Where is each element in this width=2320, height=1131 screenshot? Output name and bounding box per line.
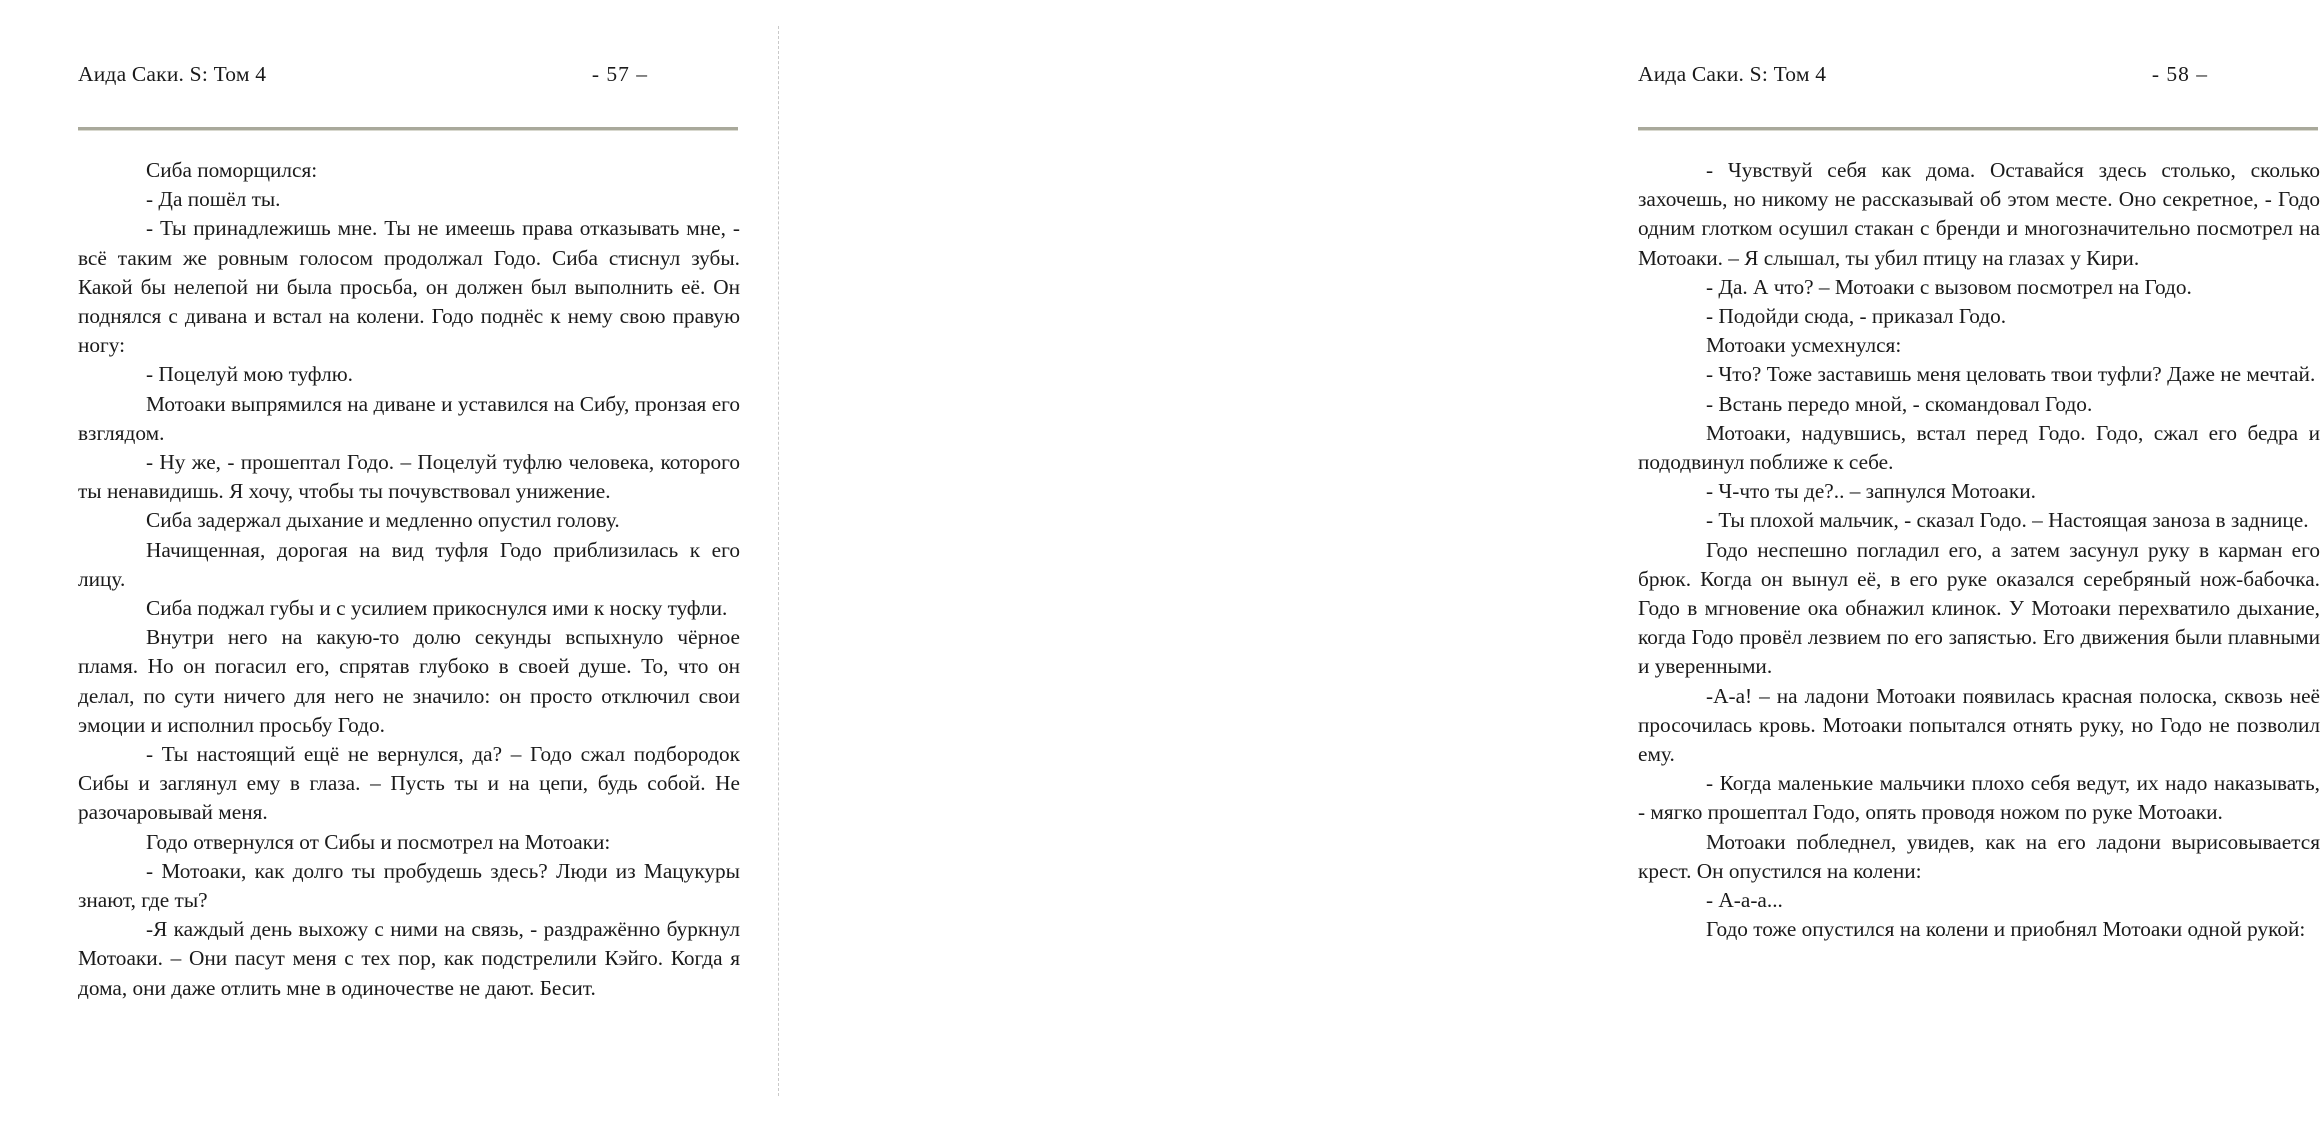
- body-text-right: [1638, 156, 2320, 944]
- page-right: [800, 0, 2320, 1131]
- header-rule: [78, 127, 738, 131]
- paragraph: - Мотоаки, как долго ты пробудешь здесь? Люди из Мацукуры знают, где ты?: [78, 858, 740, 913]
- paragraph: - Ты плохой мальчик, - сказал Годо. – Настоящая заноза в заднице.: [1706, 508, 2309, 533]
- paragraph: Начищенная, дорогая на вид туфля Годо приблизилась к его лицу.: [78, 537, 740, 591]
- paragraph: Годо неспешно погладил его, а затем засунул руку в карман его брюк. Когда он вынул её, в его руке оказался серебряный нож-бабочка. Годо в мгновение ока обнажил клинок. У Мотоаки перехватило дыхание, когда Годо провёл лезвием по его запястью. Его движения были плавными и уверенными.: [1638, 537, 2320, 679]
- paragraph: - Ты принадлежишь мне. Ты не имеешь права отказывать мне, - всё таким же ровным голосом продолжал Годо. Сиба стиснул зубы. Какой бы нелепой ни была просьба, он должен был выполнить её. Он поднялся с дивана и встал на колени. Годо поднёс к нему свою правую ногу:: [78, 216, 740, 358]
- paragraph: Сиба поджал губы и с усилием прикоснулся ими к носку туфли.: [146, 596, 728, 621]
- paragraph: - Чувствуй себя как дома. Оставайся здесь столько, сколько захочешь, но никому не рассказывай об этом месте. Оно секретное, - Годо одним глотком осушил стакан с бренди и многозначительно посмотрел на Мотоаки. – Я слышал, ты убил птицу на глазах у Кири.: [1638, 158, 2320, 270]
- paragraph: - Когда маленькие мальчики плохо себя ведут, их надо наказывать, - мягко прошептал Годо, опять проводя ножом по руке Мотоаки.: [1638, 771, 2320, 825]
- header-title: Аида Саки. S: Том 4: [78, 62, 267, 86]
- paragraph: Годо отвернулся от Сибы и посмотрел на Мотоаки:: [146, 829, 611, 854]
- paragraph: -А-а! – на ладони Мотоаки появилась красная полоска, сквозь неё просочилась кровь. Мотоаки попытался отнять руку, но Годо не позволил ему.: [1638, 683, 2320, 767]
- running-header-right: [1638, 62, 2208, 87]
- paragraph: - Ну же, - прошептал Годо. – Поцелуй туфлю человека, которого ты ненавидишь. Я хочу, чтобы ты почувствовал унижение.: [78, 450, 740, 504]
- paragraph: - А-а-а...: [1706, 888, 1783, 913]
- page-gutter-divider: [778, 26, 779, 1096]
- paragraph: Мотоаки выпрямился на диване и уставился на Сибу, пронзая его взглядом.: [78, 391, 740, 445]
- header-rule: [1638, 127, 2318, 131]
- page-left: [0, 0, 800, 1131]
- paragraph: - Подойди сюда, - приказал Годо.: [1706, 304, 2007, 329]
- paragraph: - Да. А что? – Мотоаки с вызовом посмотрел на Годо.: [1706, 274, 2192, 299]
- paragraph: Сиба задержал дыхание и медленно опустил голову.: [146, 508, 620, 533]
- page-number: - 57 –: [591, 62, 648, 86]
- paragraph: - Что? Тоже заставишь меня целовать твои туфли? Даже не мечтай.: [1706, 362, 2316, 387]
- header-title: Аида Саки. S: Том 4: [1638, 62, 1827, 86]
- paragraph: Мотоаки усмехнулся:: [1706, 333, 1902, 358]
- paragraph: - Ч-что ты де?.. – запнулся Мотоаки.: [1706, 479, 2036, 504]
- page-number: - 58 –: [2151, 62, 2208, 86]
- paragraph: - Да пошёл ты.: [146, 187, 281, 212]
- paragraph: Мотоаки побледнел, увидев, как на его ладони вырисовывается крест. Он опустился на колени:: [1638, 829, 2320, 883]
- running-header-left: [78, 62, 648, 87]
- body-text-left: [78, 156, 740, 1003]
- paragraph: Внутри него на какую-то долю секунды вспыхнуло чёрное пламя. Но он погасил его, спрятав глубоко в своей душе. То, что он делал, по сути ничего для него не значило: он просто отключил свои эмоции и исполнил просьбу Годо.: [78, 625, 740, 737]
- paragraph: Мотоаки, надувшись, встал перед Годо. Годо, сжал его бедра и пододвинул поближе к себе.: [1638, 420, 2320, 475]
- paragraph: - Поцелуй мою туфлю.: [146, 362, 353, 387]
- paragraph: -Я каждый день выхожу с ними на связь, - раздражённо буркнул Мотоаки. – Они пасут меня с тех пор, как подстрелили Кэйго. Когда я дома, они даже отлить мне в одиночестве не дают. Бесит.: [78, 917, 740, 1000]
- paragraph: Годо тоже опустился на колени и приобнял Мотоаки одной рукой:: [1706, 917, 2306, 942]
- paragraph: - Ты настоящий ещё не вернулся, да? – Годо сжал подбородок Сибы и заглянул ему в глаза. – Пусть ты и на цепи, будь собой. Не разочаровывай меня.: [78, 742, 740, 825]
- paragraph: Сиба поморщился:: [146, 158, 318, 182]
- paragraph: - Встань передо мной, - скомандовал Годо.: [1706, 391, 2093, 416]
